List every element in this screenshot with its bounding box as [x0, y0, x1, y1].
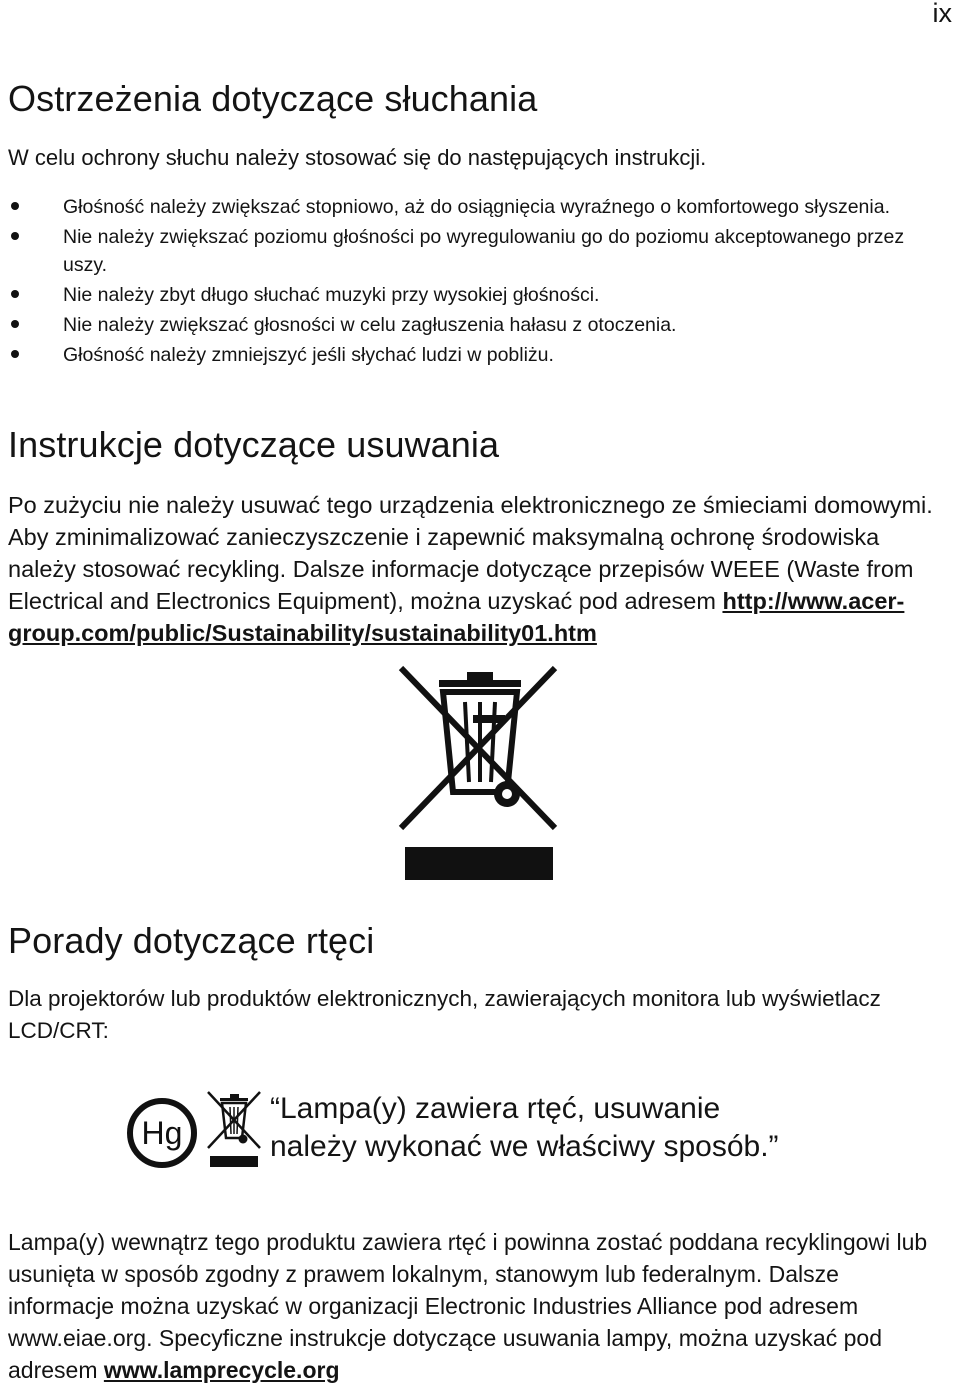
list-item: Głośność należy zmniejszyć jeśli słychać ludzi w pobliżu.	[8, 341, 938, 369]
mercury-section-title: Porady dotyczące rtęci	[8, 920, 375, 961]
hearing-intro: W celu ochrony słuchu należy stosować się do następujących instrukcji.	[8, 145, 707, 170]
mercury-text: Lampa(y) wewnątrz tego produktu zawiera rtęć i powinna zostać poddana recyklingowi lub usunięta w sposób zgodny z prawem lokalnym, stanowym lub federalnym. Dalsze informacje można uzyskać w organizacji Electronic Industries Alliance pod adresem www.eiae.org. Specyficzne instrukcje dotyczące usuwania lampy, można uzyskać pod adresem	[8, 1229, 928, 1383]
list-item: Głośność należy zwiększać stopniowo, aż do osiągnięcia wyraźnego o komfortowego słyszenia.	[8, 193, 938, 221]
hg-circle-icon	[125, 1096, 199, 1170]
small-crossed-bin-icon	[206, 1090, 262, 1168]
disposal-section-title: Instrukcje dotyczące usuwania	[8, 424, 500, 465]
mercury-caption-line-1: “Lampa(y) zawiera rtęć, usuwanie	[270, 1092, 721, 1125]
weee-crossed-bin-icon	[395, 660, 565, 885]
disposal-text: Po zużyciu nie należy usuwać tego urządzenia elektronicznego ze śmieciami domowymi. Aby zminimalizować zanieczyszczenie i zapewnić maksymalną ochronę środowiska należy stosować recykling. Dalsze informacje dotyczące przepisów WEEE (Waste from Electrical and Electronics Equipment), można uzyskać pod adresem	[8, 492, 933, 614]
weee-link[interactable]: http://www.acer-group.com/public/Sustainability/sustainability01.htm	[8, 588, 905, 646]
hg-label: Hg	[141, 1115, 183, 1151]
disposal-paragraph	[8, 489, 953, 649]
list-item: Nie należy zbyt długo słuchać muzyki przy wysokiej głośności.	[8, 281, 938, 309]
lamprecycle-link[interactable]: www.lamprecycle.org	[103, 1357, 340, 1383]
mercury-caption-line-2: należy wykonać we właściwy sposób.”	[270, 1130, 779, 1163]
mercury-intro: Dla projektorów lub produktów elektronicznych, zawierających monitora lub wyświetlacz LCD/CRT:	[8, 986, 881, 1043]
hearing-section-title: Ostrzeżenia dotyczące słuchania	[8, 78, 538, 119]
hearing-bullet-list	[8, 193, 938, 371]
list-item: Nie należy zwiększać poziomu głośności po wyregulowaniu go do poziomu akceptowanego przez uszy.	[8, 223, 938, 279]
mercury-paragraph	[8, 1226, 948, 1386]
list-item: Nie należy zwiększać głosności w celu zagłuszenia hałasu z otoczenia.	[8, 311, 938, 339]
page-number: ix	[932, 0, 952, 28]
